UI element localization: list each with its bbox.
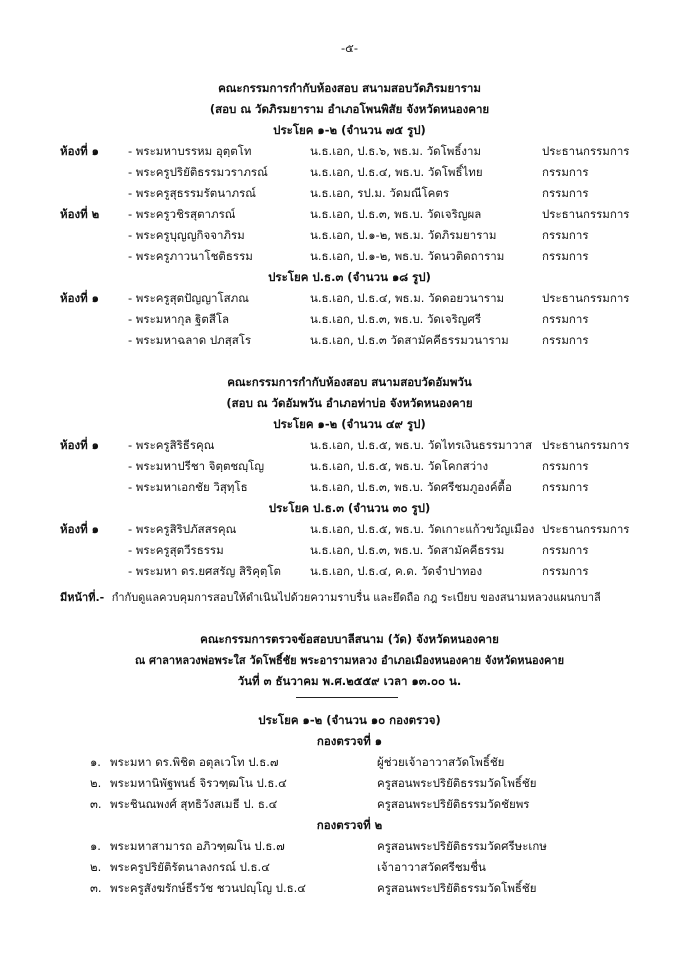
member-name: - พระมหาปรีชา จิตฺตชญฺโญ [128, 459, 265, 473]
member-role: ประธานกรรมการ [542, 438, 630, 452]
item-number: ๑. [90, 755, 101, 769]
section2-level2-header: ประโยค ป.ธ.๓ (จำนวน ๓๐ รูป) [268, 501, 431, 515]
member-info: น.ธ.เอก, ป.ธ.๓, พธ.บ. วัดเจริญผล [310, 207, 482, 221]
member-role: ประธานกรรมการ [542, 144, 630, 158]
room-label: ห้องที่ ๑ [60, 144, 99, 158]
member-name: - พระมหาเอกชัย วิสุทฺโธ [128, 480, 248, 494]
member-info: น.ธ.เอก, ป.ธ.๔, พธ.ม. วัดดอยวนาราม [310, 291, 505, 305]
table-row [0, 313, 699, 331]
section1-level2-header: ประโยค ป.ธ.๓ (จำนวน ๑๘ รูป) [268, 270, 431, 284]
room-label: ห้องที่ ๑ [60, 522, 99, 536]
table-row [0, 292, 699, 310]
member-info: น.ธ.เอก, ป.ธ.๓ วัดสามัคคีธรรมวนาราม [310, 333, 509, 347]
member-name: - พระมหา ดร.ยศสรัญ สิริคุตฺโต [128, 564, 282, 578]
section2-subtitle: (สอบ ณ วัดอัมพวัน อำเภอท่าบ่อ จังหวัดหนองคาย [226, 396, 473, 410]
member-info: น.ธ.เอก, ป.ธ.๖, พธ.ม. วัดโพธิ์งาม [310, 144, 482, 158]
item-number: ๒. [90, 860, 102, 874]
member-position: เจ้าอาวาสวัดศรีชมชื่น [377, 860, 486, 874]
item-number: ๓. [90, 881, 102, 895]
member-role: ประธานกรรมการ [542, 291, 630, 305]
member-role: กรรมการ [542, 186, 589, 200]
room-label: ห้องที่ ๒ [60, 207, 100, 221]
item-number: ๒. [90, 776, 102, 790]
member-role: ประธานกรรมการ [542, 207, 630, 221]
duty-note-label: มีหน้าที่.- [60, 591, 105, 604]
table-row [0, 481, 699, 499]
member-info: น.ธ.เอก, ป.ธ.๓, พธ.บ. วัดเจริญศรี [310, 312, 482, 326]
duty-note-text: กำกับดูแลควบคุมการสอบให้ดำเนินไปด้วยความราบรื่น และยึดถือ กฎ ระเบียบ ของสนามหลวงแผนกบาลี [111, 591, 601, 604]
member-role: กรรมการ [542, 312, 589, 326]
member-info: น.ธ.เอก, ป.ธ.๓, พธ.บ. วัดสามัคคีธรรม [310, 543, 505, 557]
member-info: น.ธ.เอก, ป.๑-๒, พธ.บ. วัดนวติดถาราม [310, 249, 505, 263]
section1-subtitle: (สอบ ณ วัดภิรมยาราม อำเภอโพนพิสัย จังหวัดหนองคาย [209, 102, 490, 116]
member-name: - พระครูบุญญกิจจาภิรม [128, 228, 245, 242]
table-row [0, 334, 699, 352]
member-name: - พระครูสุตวีรธรรม [128, 543, 224, 557]
table-row [0, 565, 699, 583]
section2-level1-header: ประโยค ๑-๒ (จำนวน ๔๙ รูป) [273, 417, 426, 431]
member-name: พระครูปริยัติรัตนาลงกรณ์ ป.ธ.๔ [110, 860, 270, 874]
member-name: - พระครูสุตปัญญาโสภณ [128, 291, 249, 305]
member-position: ผู้ช่วยเจ้าอาวาสวัดโพธิ์ชัย [377, 755, 505, 769]
member-info: น.ธ.เอก, ป.ธ.๕, พธ.บ. วัดไทรเงินธรรมาวาส [310, 438, 533, 452]
list-item [0, 840, 699, 858]
member-name: พระมหาสามารถ อภิวฑฺฒโน ป.ธ.๗ [110, 839, 285, 853]
item-number: ๑. [90, 839, 101, 853]
section1-level1-header: ประโยค ๑-๒ (จำนวน ๗๕ รูป) [273, 123, 426, 137]
member-name: - พระมหากุล ฐิตสีโล [128, 312, 230, 326]
table-row [0, 166, 699, 184]
divider-line [296, 697, 398, 698]
member-name: - พระครูสิริปภัสสรคุณ [128, 522, 237, 536]
member-position: ครูสอนพระปริยัติธรรมวัดโพธิ์ชัย [377, 776, 537, 790]
list-item [0, 861, 699, 879]
item-number: ๓. [90, 797, 102, 811]
member-info: น.ธ.เอก, ป.๑-๒, พธ.ม. วัดภิรมยาราม [310, 228, 497, 242]
member-name: - พระมหาฉลาด ปภสฺสโร [128, 333, 252, 347]
member-role: กรรมการ [542, 249, 589, 263]
table-row [0, 460, 699, 478]
section2-title: คณะกรรมการกำกับห้องสอบ สนามสอบวัดอัมพวัน [227, 375, 472, 389]
member-position: ครูสอนพระปริยัติธรรมวัดศรีษะเกษ [377, 839, 547, 853]
member-info: น.ธ.เอก, ป.ธ.๔, ค.ด. วัดจำปาทอง [310, 564, 483, 578]
member-info: น.ธ.เอก, ป.ธ.๕, พธ.บ. วัดโคกสว่าง [310, 459, 489, 473]
member-name: - พระมหาบรรหม อุตฺตโท [128, 144, 252, 158]
member-role: ประธานกรรมการ [542, 522, 630, 536]
member-name: พระมหานิพัฐพนธ์ จิรวฑฺฒโน ป.ธ.๔ [110, 776, 287, 790]
table-row [0, 439, 699, 457]
list-item [0, 798, 699, 816]
member-role: กรรมการ [542, 165, 589, 179]
room-label: ห้องที่ ๑ [60, 291, 99, 305]
member-info: น.ธ.เอก, ป.ธ.๔, พธ.บ. วัดโพธิ์ไทย [310, 165, 483, 179]
list-item [0, 882, 699, 900]
table-row [0, 523, 699, 541]
duty-note [60, 591, 601, 604]
member-role: กรรมการ [542, 228, 589, 242]
member-role: กรรมการ [542, 564, 589, 578]
member-name: พระมหา ดร.พิชิต อตุลเวโท ป.ธ.๗ [110, 755, 279, 769]
table-row [0, 145, 699, 163]
member-role: กรรมการ [542, 459, 589, 473]
member-name: พระชินณพงศ์ สุทธิวังสเมธี ป. ธ.๔ [110, 797, 278, 811]
member-name: - พระครูสิริธีรคุณ [128, 438, 215, 452]
member-info: น.ธ.เอก, ป.ธ.๕, พธ.บ. วัดเกาะแก้วขวัญเมือง [310, 522, 535, 536]
table-row [0, 229, 699, 247]
list-item [0, 777, 699, 795]
group-title: กองตรวจที่ ๑ [316, 734, 383, 748]
member-name: - พระครูวชิรสุตาภรณ์ [128, 207, 236, 221]
member-info: น.ธ.เอก, ป.ธ.๓, พธ.บ. วัดศรีชมภูองค์ตื้อ [310, 480, 512, 494]
table-row [0, 187, 699, 205]
table-row [0, 250, 699, 268]
table-row [0, 208, 699, 226]
member-name: พระครูสังฆรักษ์ธีรวัช ชวนปญฺโญ ป.ธ.๔ [110, 881, 306, 895]
section1-title: คณะกรรมการกำกับห้องสอบ สนามสอบวัดภิรมยาราม [218, 81, 481, 95]
section3-location: ณ ศาลาหลวงพ่อพระใส วัดโพธิ์ชัย พระอารามหลวง อำเภอเมืองหนองคาย จังหวัดหนองคาย [134, 654, 565, 667]
member-role: กรรมการ [542, 480, 589, 494]
member-position: ครูสอนพระปริยัติธรรมวัดโพธิ์ชัย [377, 881, 537, 895]
member-info: น.ธ.เอก, รป.ม. วัดมณีโคตร [310, 186, 450, 200]
member-role: กรรมการ [542, 333, 589, 347]
section3-date: วันที่ ๓ ธันวาคม พ.ศ.๒๕๕๙ เวลา ๑๓.๐๐ น. [237, 674, 462, 688]
member-name: - พระครูภาวนาโชติธรรม [128, 249, 253, 263]
table-row [0, 544, 699, 562]
member-name: - พระครูปริยัติธรรมวราภรณ์ [128, 165, 268, 179]
list-item [0, 756, 699, 774]
member-role: กรรมการ [542, 543, 589, 557]
section3-level-header: ประโยค ๑-๒ (จำนวน ๑๐ กองตรวจ) [258, 713, 441, 727]
member-name: - พระครูสุธรรมรัตนาภรณ์ [128, 186, 256, 200]
group-title: กองตรวจที่ ๒ [316, 818, 383, 832]
section3-title: คณะกรรมการตรวจข้อสอบบาลีสนาม (วัด) จังหวัดหนองคาย [200, 632, 499, 646]
member-position: ครูสอนพระปริยัติธรรมวัดชัยพร [377, 797, 530, 811]
room-label: ห้องที่ ๑ [60, 438, 99, 452]
page-number: -๕- [340, 41, 358, 55]
